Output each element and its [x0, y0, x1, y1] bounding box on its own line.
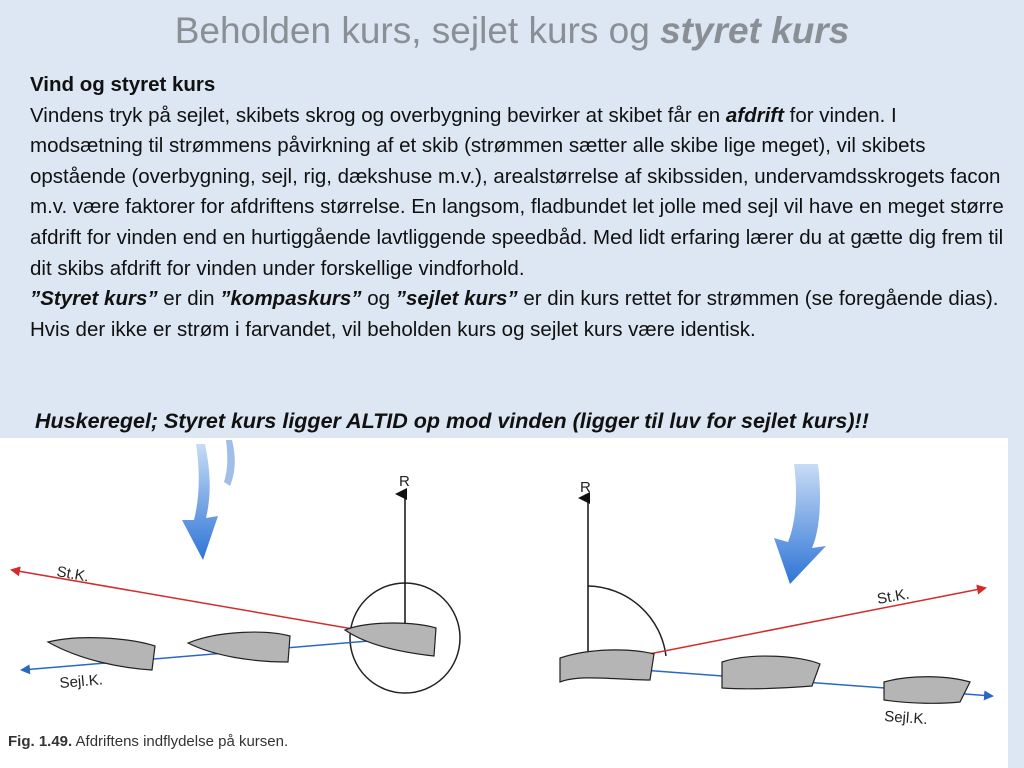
wind-arrow-icon [182, 444, 218, 560]
p2-text-f: er din kurs rettet for strømmen (se foregående dias). Hvis der ikke er strøm i farvandet, vil beholden kurs og sejlet kurs være identisk. [30, 287, 999, 341]
paragraph-1 [30, 101, 1010, 285]
right-stk-label: St.K. [875, 585, 911, 608]
p1-text-c: for vinden. I modsætning til strømmens påvirkning af et skib (strømmen sætter alle skibe lige meget), vil skibets opstående (overbygning, sejl, rig, dækshuse m.v.), arealstørrelse af skibssiden, undervamdsskrogets facon m.v. være faktorer for afdriftens størrelse. En langsom, fladbundet let jolle med sejl vil have en meget større afdrift for vinden end en hurtiggående lavtliggende speedbåd. Med lidt erfaring lærer du at gætte dig frem til dit skibs afdrift for vinden under forskellige vindforhold. [30, 103, 1004, 280]
p2-emph-styret: ”Styret kurs” [30, 287, 158, 311]
drift-diagram [0, 438, 1008, 768]
left-r-label: R [399, 473, 410, 490]
left-wind-tail [224, 440, 235, 486]
boat-icon [345, 623, 436, 656]
caption-text: Afdriftens indflydelse på kursen. [72, 733, 289, 750]
p1-text-a: Vindens tryk på sejlet, skibets skrog og overbygning bevirker at skibet får en [30, 103, 726, 127]
title-emphasis: styret kurs [660, 10, 850, 51]
boat-icon [884, 677, 970, 704]
p2-text-d: og [361, 287, 396, 311]
drift-figure [0, 438, 1008, 768]
left-sejlk-label: Sejl.K. [58, 671, 104, 692]
boat-icon [188, 632, 290, 662]
p2-emph-sejlet: ”sejlet kurs” [395, 287, 518, 311]
boat-icon [722, 656, 820, 689]
body-text [30, 70, 1010, 345]
section-heading: Vind og styret kurs [30, 73, 216, 96]
title-main: Beholden kurs, sejlet kurs og [174, 10, 650, 51]
caption-number: Fig. 1.49. [8, 733, 73, 750]
p1-emphasis-afdrift: afdrift [725, 103, 784, 127]
boat-icon [48, 638, 155, 670]
figure-caption [8, 733, 288, 750]
wind-arrow-icon [774, 464, 826, 584]
p2-text-b: er din [157, 287, 221, 311]
p2-emph-kompas: ”kompaskurs” [220, 287, 362, 311]
rule-of-thumb: Huskeregel; Styret kurs ligger ALTID op mod vinden (ligger til luv for sejlet kurs)!! [35, 409, 869, 433]
left-stk-label: St.K. [55, 563, 91, 586]
slide-title [0, 10, 1024, 52]
paragraph-2 [30, 284, 1010, 345]
right-r-label: R [580, 479, 591, 496]
right-sejlk-label: Sejl.K. [883, 708, 929, 729]
boat-icon [560, 650, 654, 682]
right-drift-angle-arc [588, 586, 666, 656]
